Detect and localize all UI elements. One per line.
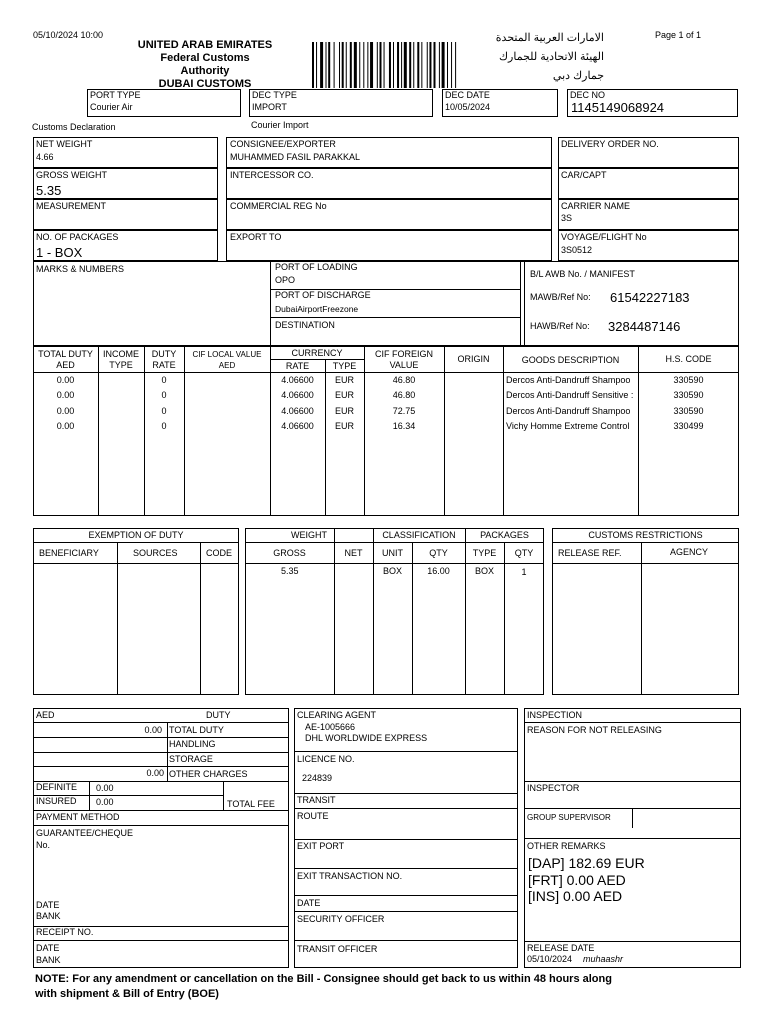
consignee-value: MUHAMMED FASIL PARAKKAL	[230, 152, 361, 162]
cell-currency-type: EUR	[334, 375, 354, 385]
document-label: Customs Declaration	[32, 122, 116, 132]
duty-label: DUTY	[206, 710, 231, 720]
col-description: GOODS DESCRIPTION	[521, 355, 620, 365]
intercessor-label: INTERCESSOR CO.	[230, 170, 314, 180]
payment-label: PAYMENT METHOD	[36, 812, 120, 822]
pk-type-value: BOX	[474, 566, 494, 576]
col-origin: ORIGIN	[457, 354, 490, 364]
licence-value: 224839	[302, 773, 333, 783]
pk-type-header: TYPE	[472, 548, 497, 558]
col-hs-code: H.S. CODE	[665, 354, 712, 364]
unit-value: BOX	[382, 566, 402, 576]
export-to-label: EXPORT TO	[230, 232, 282, 242]
cell-currency-type: EUR	[334, 405, 354, 416]
dec-no-value: 1145149068924	[571, 100, 665, 115]
definite-label: DEFINITE	[36, 782, 78, 792]
remark-ins: [INS] 0.00 AED	[528, 888, 623, 904]
storage-label: STORAGE	[169, 754, 213, 764]
cell-currency-type: EUR	[334, 420, 354, 431]
port-type-value: Courier Air	[90, 102, 133, 112]
code-header: CODE	[206, 548, 233, 558]
qty-value: 16.00	[427, 566, 450, 576]
cell-description: Vichy Homme Extreme Control	[506, 420, 630, 431]
weight-title: WEIGHT	[291, 530, 327, 540]
cell-cif-foreign: 46.80	[392, 375, 416, 385]
cell-hs-code: 330499	[673, 420, 704, 431]
clearing-label: CLEARING AGENT	[297, 710, 377, 720]
col-duty-rate: RATE	[152, 360, 176, 370]
guarantee-no: No.	[36, 840, 51, 850]
insured-label: INSURED	[36, 796, 77, 806]
cell-description: Dercos Anti-Dandruff Shampoo	[506, 375, 631, 385]
print-datetime: 05/10/2024 10:00	[33, 30, 104, 40]
country-title: UNITED ARAB EMIRATES	[137, 39, 273, 51]
office-title: DUBAI CUSTOMS	[158, 78, 252, 90]
classification-title: CLASSIFICATION	[382, 530, 456, 540]
consignee-label: CONSIGNEE/EXPORTER	[230, 139, 336, 149]
arabic-country: الامارات العربية المتحدة	[495, 32, 604, 44]
bank2-label: BANK	[36, 955, 61, 965]
gross-weight-label: GROSS WEIGHT	[36, 170, 108, 180]
reason-label: REASON FOR NOT RELEASING	[527, 725, 662, 735]
packages-title: PACKAGES	[480, 530, 529, 540]
carrier-value: 3S	[561, 213, 573, 223]
mawb-label: MAWB/Ref No:	[530, 292, 591, 302]
dec-type-label: DEC TYPE	[252, 90, 297, 100]
arabic-authority: الهيئة الاتحادية للجمارك	[498, 51, 604, 63]
cell-total-duty: 0.00	[56, 420, 75, 431]
remark-frt: [FRT] 0.00 AED	[528, 872, 626, 888]
cell-rate: 4.06600	[281, 405, 314, 416]
cell-total-duty: 0.00	[56, 390, 75, 401]
cell-rate: 4.06600	[281, 375, 314, 385]
release-ref-header: RELEASE REF.	[558, 548, 622, 558]
port-type-label: PORT TYPE	[90, 90, 141, 100]
aed-label: AED	[36, 710, 55, 720]
loading-label: PORT OF LOADING	[275, 262, 358, 272]
destination-label: DESTINATION	[275, 320, 335, 330]
commercial-reg-label: COMMERCIAL REG No	[230, 201, 327, 211]
release-user: muhaashr	[583, 954, 624, 964]
security-officer-label: SECURITY OFFICER	[297, 914, 385, 924]
total-fee-label: TOTAL FEE	[227, 799, 275, 809]
inspector-label: INSPECTOR	[527, 783, 580, 793]
discharge-value: DubaiAirportFreezone	[275, 304, 359, 314]
dec-type-value: IMPORT	[252, 102, 287, 112]
hawb-label: HAWB/Ref No:	[530, 321, 590, 331]
cell-hs-code: 330590	[673, 405, 704, 416]
col-cif-local: CIF LOCAL VALUE	[192, 350, 262, 359]
mawb-value: 61542227183	[610, 290, 690, 305]
cell-description: Dercos Anti-Dandruff Shampoo	[506, 405, 631, 416]
hawb-value: 3284487146	[608, 319, 681, 334]
cell-description: Dercos Anti-Dandruff Sensitive :	[506, 390, 634, 401]
exit-port-label: EXIT PORT	[297, 841, 345, 851]
receipt-label: RECEIPT NO.	[36, 927, 94, 937]
packages-value: 1 - BOX	[36, 245, 83, 260]
handling-label: HANDLING	[169, 739, 216, 749]
col-total-duty-unit: AED	[56, 360, 75, 370]
col-cif-foreign-value: VALUE	[389, 360, 419, 370]
total-duty-label: TOTAL DUTY	[169, 725, 224, 735]
delivery-order-label: DELIVERY ORDER NO.	[561, 139, 659, 149]
inspection-label: INSPECTION	[527, 710, 583, 720]
carrier-label: CARRIER NAME	[561, 201, 631, 211]
route-label: ROUTE	[297, 811, 329, 821]
licence-label: LICENCE NO.	[297, 754, 355, 764]
cell-total-duty: 0.00	[56, 405, 75, 416]
other-remarks-label: OTHER REMARKS	[527, 841, 606, 851]
exemption-title: EXEMPTION OF DUTY	[88, 530, 184, 540]
clearing-name: DHL WORLDWIDE EXPRESS	[305, 733, 428, 743]
date-label: DATE	[36, 900, 60, 910]
remark-dap: [DAP] 182.69 EUR	[528, 855, 645, 871]
col-duty: DUTY	[151, 349, 177, 359]
cell-hs-code: 330590	[673, 375, 704, 385]
release-date-value: 05/10/2024	[527, 954, 573, 964]
cell-hs-code: 330590	[673, 390, 704, 401]
restrictions-title: CUSTOMS RESTRICTIONS	[588, 530, 703, 540]
dec-no-label: DEC NO	[570, 90, 606, 100]
sources-header: SOURCES	[133, 548, 178, 558]
dec-subtype: Courier Import	[251, 120, 309, 130]
voyage-value: 3S0512	[561, 245, 593, 255]
cell-cif-foreign: 72.75	[392, 405, 416, 416]
dec-date-value: 10/05/2024	[445, 102, 491, 112]
cell-duty-rate: 0	[161, 420, 167, 431]
bottom-date-label: DATE	[297, 898, 321, 908]
transit-label: TRANSIT	[297, 795, 336, 805]
definite-value: 0.00	[96, 783, 114, 793]
pk-qty-value: 1	[521, 567, 527, 577]
loading-value: OPO	[275, 275, 296, 285]
col-income: INCOME	[103, 349, 139, 359]
cell-rate: 4.06600	[281, 390, 314, 401]
other-charges-value: 0.00	[146, 768, 164, 778]
car-capt-label: CAR/CAPT	[561, 170, 607, 180]
agency-header: AGENCY	[670, 547, 709, 557]
guarantee-label: GUARANTEE/CHEQUE	[36, 828, 134, 838]
clearing-id: AE-1005666	[305, 722, 356, 732]
note-line-2: with shipment & Bill of Entry (BOE)	[35, 988, 219, 1000]
col-cif-foreign: CIF FOREIGN	[375, 349, 433, 359]
bl-label: B/L AWB No. / MANIFEST	[530, 269, 635, 279]
net-weight-value: 4.66	[36, 152, 54, 162]
col-total-duty: TOTAL DUTY	[38, 349, 93, 359]
packages-label: NO. OF PACKAGES	[36, 232, 119, 242]
note-line-1: NOTE: For any amendment or cancellation on the Bill - Consignee should get back to us within 48 hours along	[35, 973, 612, 985]
measurement-label: MEASUREMENT	[36, 201, 107, 211]
other-charges-label: OTHER CHARGES	[169, 769, 248, 779]
net-header: NET	[344, 548, 363, 558]
transit-officer-label: TRANSIT OFFICER	[297, 944, 378, 954]
col-currency: CURRENCY	[291, 348, 343, 358]
clearing-box	[294, 708, 518, 968]
total-duty-value: 0.00	[144, 725, 162, 735]
insured-value: 0.00	[96, 797, 114, 807]
pk-qty-header: QTY	[514, 548, 534, 558]
marks-label: MARKS & NUMBERS	[36, 264, 125, 274]
exit-transaction-label: EXIT TRANSACTION NO.	[297, 871, 403, 881]
unit-header: UNIT	[382, 548, 403, 558]
discharge-label: PORT OF DISCHARGE	[275, 290, 371, 300]
date2-label: DATE	[36, 943, 60, 953]
arabic-office: جمارك دبي	[552, 70, 604, 82]
col-type: TYPE	[332, 361, 357, 371]
gross-header: GROSS	[273, 548, 306, 558]
page-number: Page 1 of 1	[655, 30, 702, 40]
cell-currency-type: EUR	[334, 390, 354, 401]
supervisor-label: GROUP SUPERVISOR	[527, 813, 611, 822]
cell-cif-foreign: 46.80	[392, 390, 416, 401]
cell-duty-rate: 0	[161, 405, 167, 416]
gross-value: 5.35	[281, 566, 299, 576]
gross-weight-value: 5.35	[36, 183, 62, 198]
cell-duty-rate: 0	[161, 375, 167, 385]
qty-header: QTY	[429, 548, 448, 558]
cell-total-duty: 0.00	[56, 375, 75, 385]
col-rate: RATE	[285, 361, 310, 371]
col-income-type: TYPE	[109, 360, 133, 370]
cell-cif-foreign: 16.34	[392, 420, 416, 431]
bank-label: BANK	[36, 911, 61, 921]
authority-line-1: Federal Customs	[160, 52, 250, 64]
cell-rate: 4.06600	[281, 420, 314, 431]
barcode-image	[312, 42, 492, 88]
voyage-label: VOYAGE/FLIGHT No	[561, 232, 647, 242]
cell-duty-rate: 0	[161, 390, 167, 401]
col-cif-local-unit: AED	[218, 361, 236, 370]
net-weight-label: NET WEIGHT	[36, 139, 93, 149]
release-date-label: RELEASE DATE	[527, 943, 595, 953]
dec-date-label: DEC DATE	[445, 90, 490, 100]
authority-line-2: Authority	[180, 65, 230, 77]
beneficiary-header: BENEFICIARY	[39, 548, 99, 558]
